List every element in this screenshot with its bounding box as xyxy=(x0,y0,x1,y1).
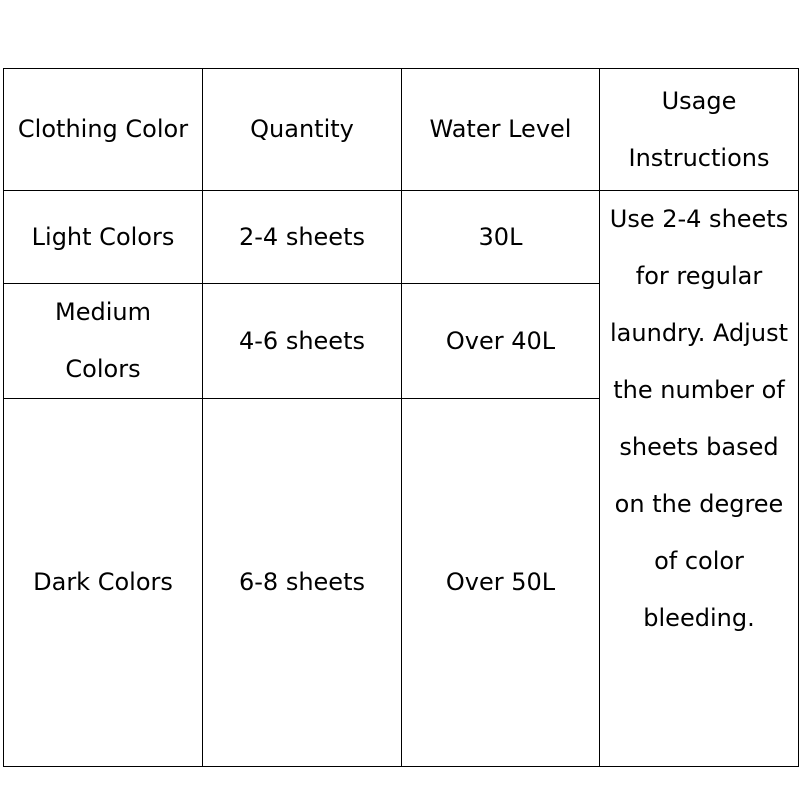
cell-clothing-color: Light Colors xyxy=(4,191,203,284)
usage-instructions-text: Use 2-4 sheets for regular laundry. Adjust the number of sheets based on the degree of color bleeding. xyxy=(609,205,789,632)
cell-water-level: Over 40L xyxy=(402,284,600,399)
table-row xyxy=(4,191,799,284)
table-header-row xyxy=(4,69,799,191)
header-quantity: Quantity xyxy=(203,69,402,191)
cell-water-level: 30L xyxy=(402,191,600,284)
cell-quantity: 4-6 sheets xyxy=(203,284,402,399)
cell-quantity: 6-8 sheets xyxy=(203,399,402,767)
cell-clothing-color-text: Medium Colors xyxy=(55,298,151,383)
cell-quantity: 2-4 sheets xyxy=(203,191,402,284)
cell-clothing-color: Dark Colors xyxy=(4,399,203,767)
cell-usage-instructions xyxy=(600,191,799,767)
cell-water-level: Over 50L xyxy=(402,399,600,767)
header-usage-instructions-text: Usage Instructions xyxy=(628,86,770,172)
laundry-sheet-table xyxy=(3,68,799,767)
cell-clothing-color xyxy=(4,284,203,399)
header-water-level: Water Level xyxy=(402,69,600,191)
header-clothing-color: Clothing Color xyxy=(4,69,203,191)
header-usage-instructions xyxy=(600,69,799,191)
